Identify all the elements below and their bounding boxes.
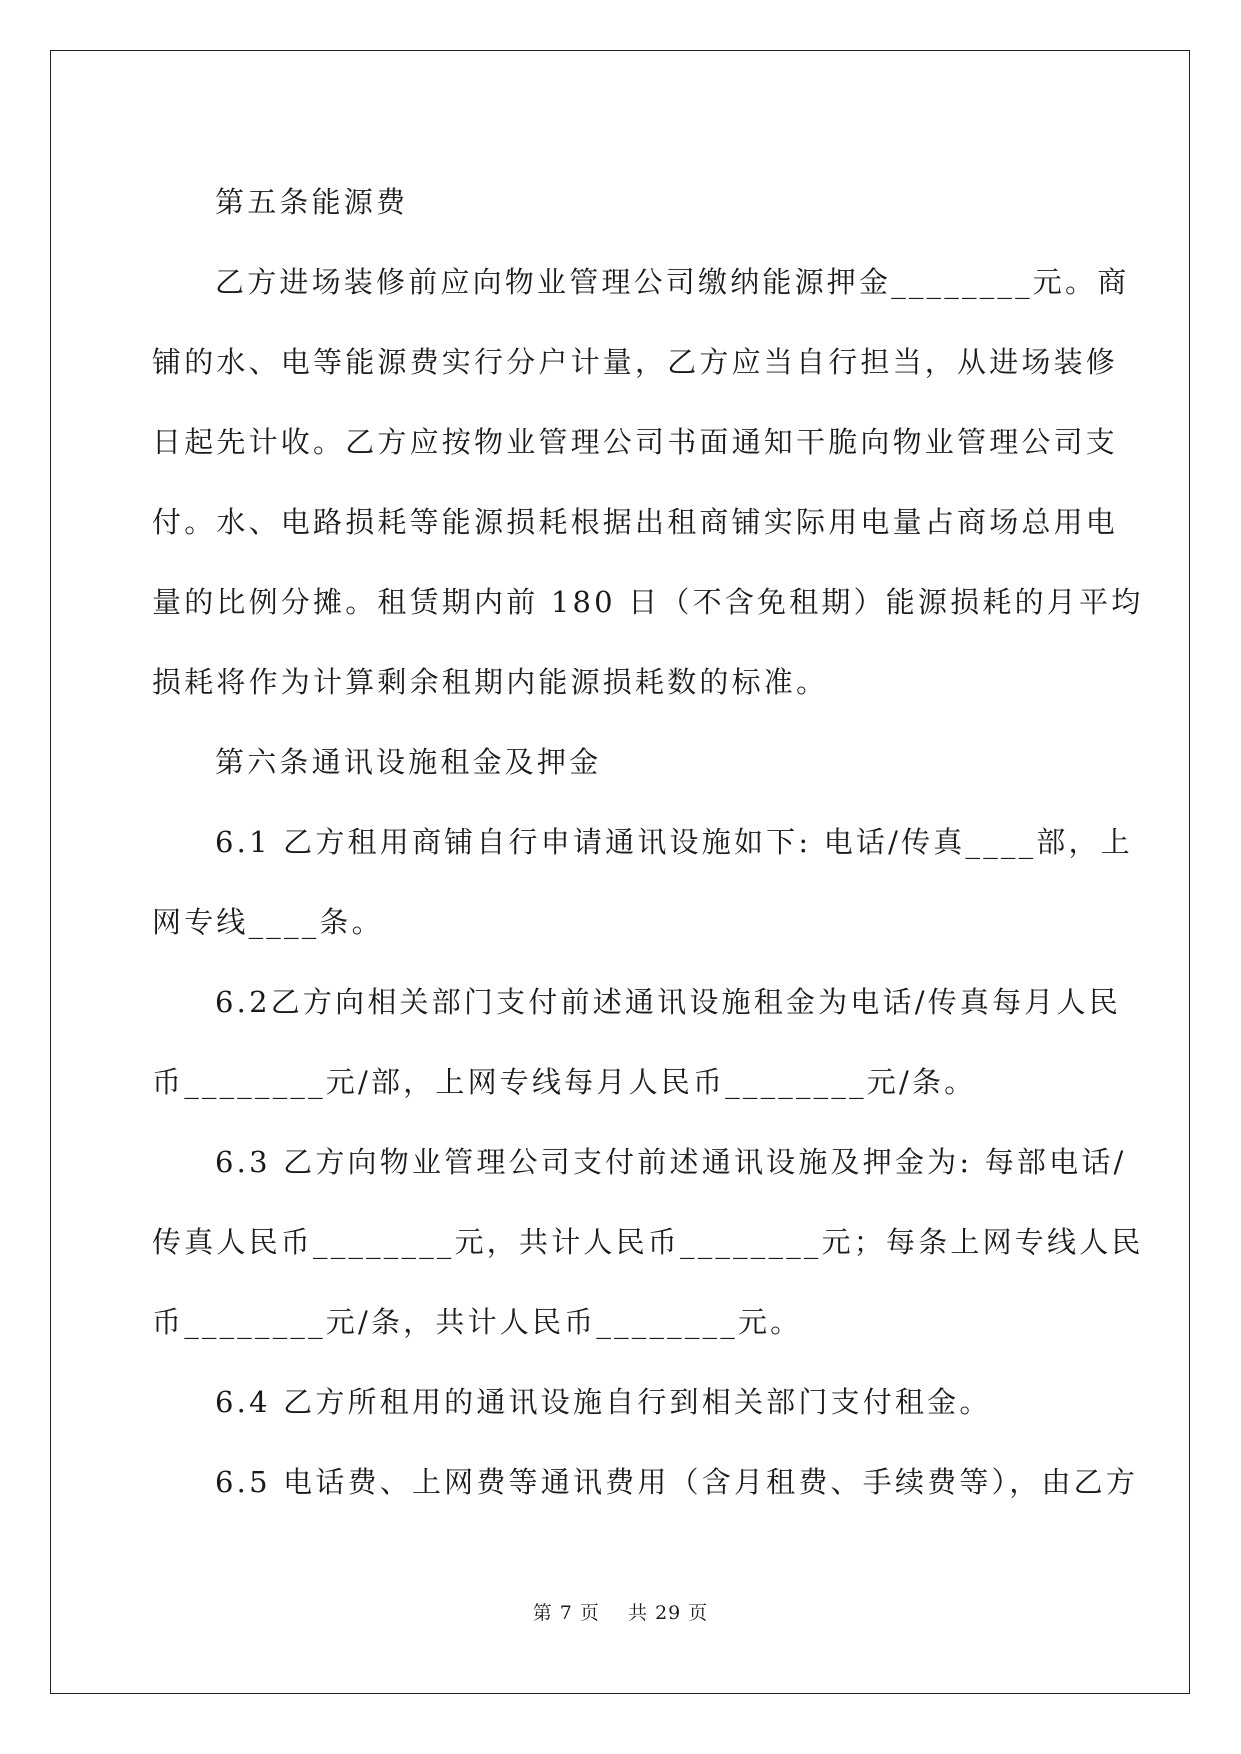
text-line: 6.2乙方向相关部门支付前述通讯设施租金为电话/传真每月人民 — [215, 985, 1121, 1019]
page-footer — [0, 1598, 1241, 1625]
text-line: 日起先计收。乙方应按物业管理公司书面通知干脆向物业管理公司支 — [152, 425, 1119, 459]
text-line: 付。水、电路损耗等能源损耗根据出租商铺实际用电量占商场总用电 — [152, 505, 1119, 539]
clause-6-1 — [152, 802, 1133, 962]
clause-6-4 — [152, 1362, 1088, 1442]
document-body — [152, 162, 1144, 1522]
text-line: 乙方进场装修前应向物业管理公司缴纳能源押金________元。商 — [215, 265, 1130, 299]
clause-6-3 — [152, 1122, 1144, 1362]
text-line: 6.1 乙方租用商铺自行申请通讯设施如下: 电话/传真____部，上 — [215, 825, 1133, 859]
page-total: 共 29 页 — [628, 1602, 709, 1624]
text-line: 第五条能源费 — [215, 185, 409, 219]
text-line: 币________元/部，上网专线每月人民币________元/条。 — [152, 1065, 977, 1099]
paragraph-energy-fee — [152, 242, 1144, 722]
text-line: 6.5 电话费、上网费等通讯费用（含月租费、手续费等），由乙方 — [215, 1465, 1139, 1499]
text-line: 铺的水、电等能源费实行分户计量，乙方应当自行担当，从进场装修 — [152, 345, 1119, 379]
page-number: 第 7 页 — [532, 1602, 600, 1624]
text-line: 第六条通讯设施租金及押金 — [215, 745, 602, 779]
section-heading-6 — [152, 722, 1088, 802]
text-line: 损耗将作为计算剩余租期内能源损耗数的标准。 — [152, 665, 829, 699]
text-line: 6.3 乙方向物业管理公司支付前述通讯设施及押金为: 每部电话/ — [215, 1145, 1127, 1179]
section-heading-5 — [152, 162, 1088, 242]
text-line: 传真人民币________元，共计人民币________元；每条上网专线人民 — [152, 1225, 1144, 1259]
text-line: 量的比例分摊。租赁期内前 180 日（不含免租期）能源损耗的月平均 — [152, 585, 1144, 619]
clause-6-2 — [152, 962, 1121, 1122]
text-line: 网专线____条。 — [152, 905, 384, 939]
text-line: 6.4 乙方所租用的通讯设施自行到相关部门支付租金。 — [215, 1385, 992, 1419]
text-line: 币________元/条，共计人民币________元。 — [152, 1305, 803, 1339]
clause-6-5 — [152, 1442, 1139, 1522]
